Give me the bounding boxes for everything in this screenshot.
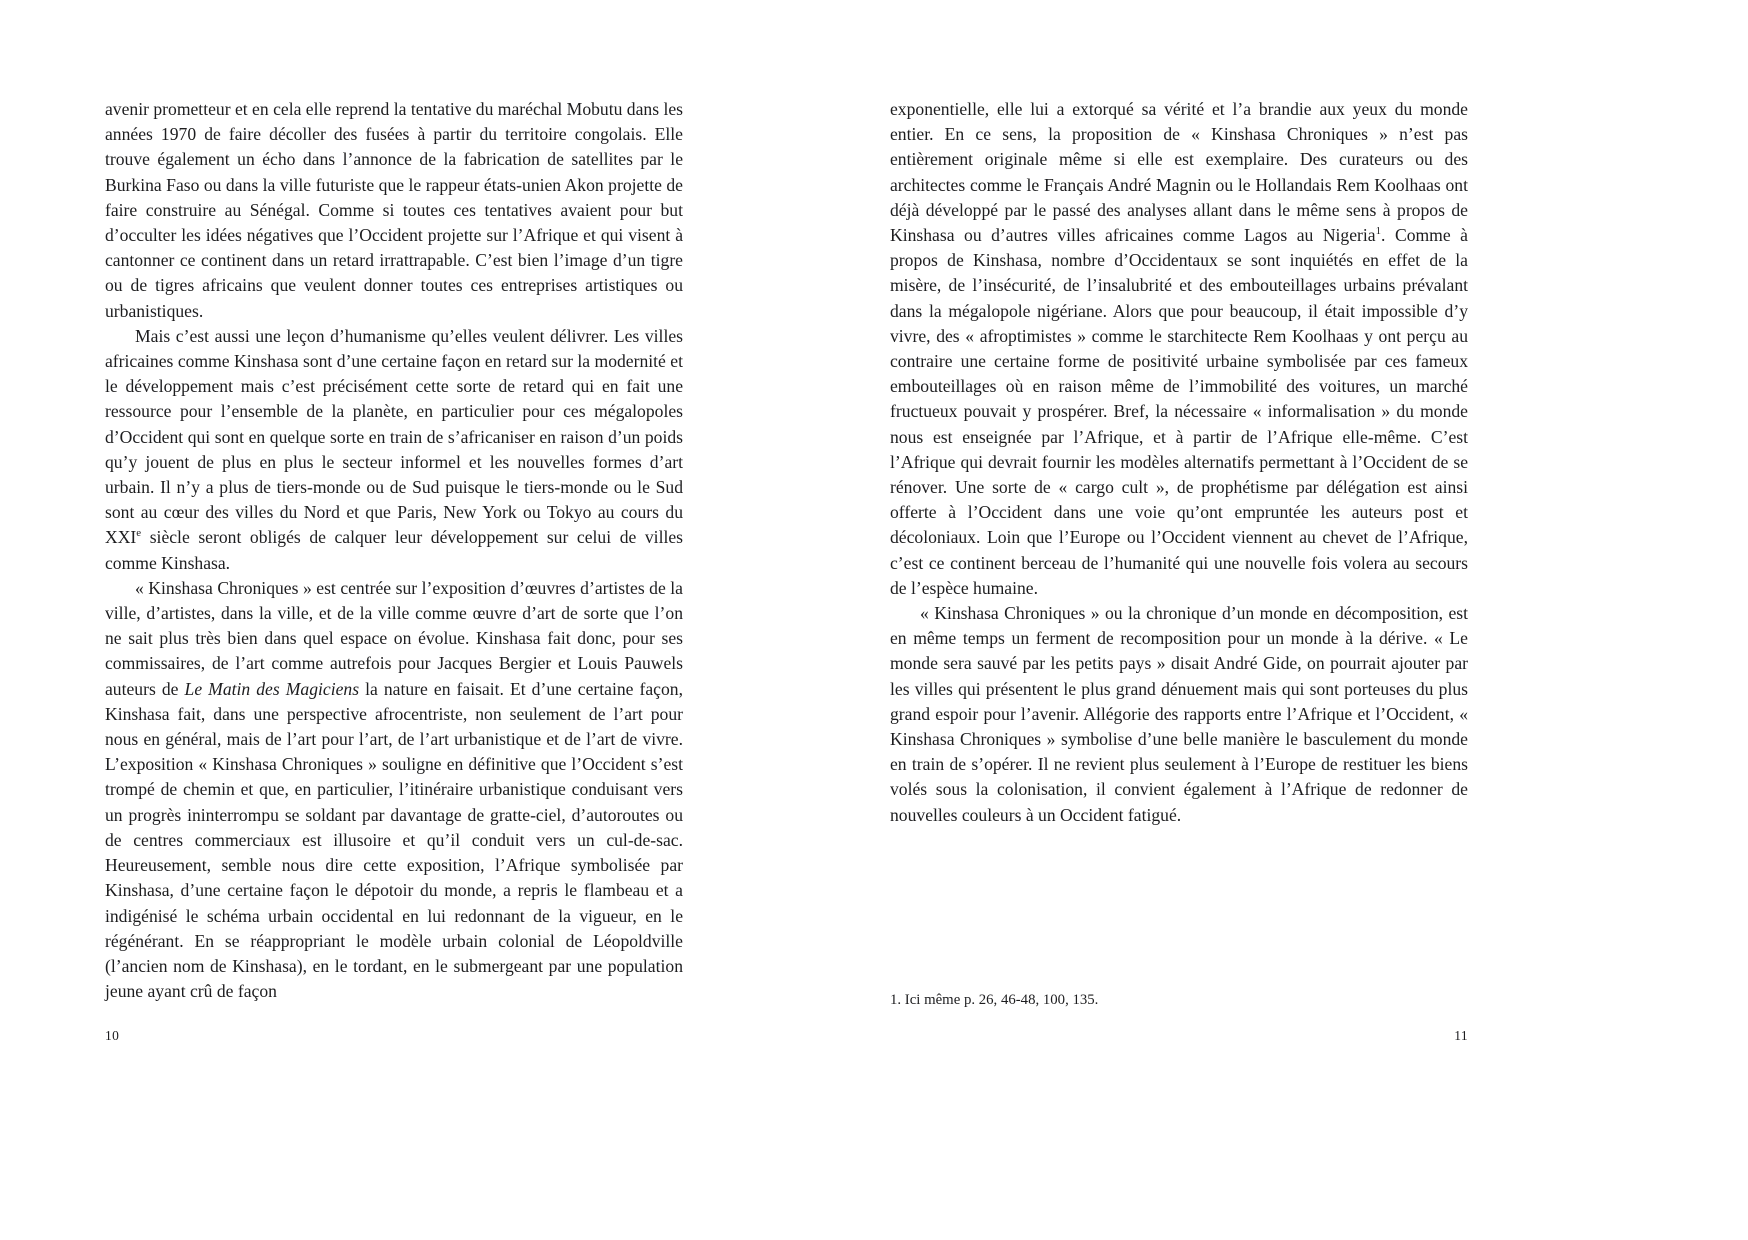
text-run: la nature en faisait. Et d’une certaine façon, Kinshasa fait, dans une perspective afrocentriste, non seulement de l’art pour nous en général, mais de l’art pour l’art, de l’art urbanistique et de l’art de vivre. L’exposition « Kinshasa Chroniques » souligne en définitive que l’Occident s’est trompé de chemin et que, en particulier, l’itinéraire urbanistique conduisant vers un progrès ininterrompu se soldant par davantage de gratte-ciel, d’autoroutes ou de centres commerciaux est illusoire et qu’il conduit vers un cul-de-sac. Heureusement, semble nous dire cette exposition, l’Afrique symbolisée par Kinshasa, d’une certaine façon le dépotoir du monde, a repris le flambeau et a indigénisé le schéma urbain occidental en lui redonnant de la vigueur, en le régénérant. En se réappropriant le modèle urbain colonial de Léopoldville (l’ancien nom de Kinshasa), en le tordant, en le submergeant par une population jeune ayant crû de façon (105, 678, 683, 1002)
text-run: « Kinshasa Chroniques » ou la chronique d’un monde en décomposition, est en même temps un ferment de recomposition pour un monde à la dérive. « Le monde sera sauvé par les petits pays » disait André Gide, on pourrait ajouter par les villes qui présentent le plus grand dénuement mais qui sont porteuses du plus grand espoir pour l’avenir. Allégorie des rapports entre l’Afrique et l’Occident, « Kinshasa Chroniques » symbolise d’une belle manière le basculement du monde en train de s’opérer. Il ne revient plus seulement à l’Europe de restituer les biens volés sous la colonisation, il convient également à l’Afrique de redonner de nouvelles couleurs à un Occident fatigué. (890, 603, 1468, 825)
footnote-reference: e (136, 527, 142, 540)
page-number-left: 10 (105, 1028, 120, 1043)
paragraph (105, 324, 683, 576)
paragraph (890, 601, 1468, 828)
page-right (890, 0, 1468, 1240)
page-left-body (105, 97, 683, 1004)
footnote-reference: 1 (1375, 225, 1382, 238)
text-run: Mais c’est aussi une leçon d’humanisme qu’elles veulent délivrer. Les villes africaines comme Kinshasa sont d’une certaine façon en retard sur la modernité et le développement mais c’est précisément cette sorte de retard qui en fait une ressource pour l’ensemble de la planète, en particulier pour ces mégalopoles d’Occident qui sont en quelque sorte en train de s’africaniser en raison d’un poids qu’y jouent de plus en plus le secteur informel et les nouvelles formes d’art urbain. Il n’y a plus de tiers-monde ou de Sud puisque le tiers-monde ou le Sud sont au cœur des villes du Nord et que Paris, New York ou Tokyo au cours du XXI (105, 325, 683, 548)
italic-text: Le Matin des Magiciens (184, 678, 360, 699)
paragraph (105, 576, 683, 1004)
paragraph (105, 97, 683, 324)
page-right-body (890, 97, 1468, 828)
text-run: siècle seront obligés de calquer leur développement sur celui de villes comme Kinshasa. (105, 527, 683, 573)
paragraph (890, 97, 1468, 601)
page-left (105, 0, 683, 1240)
text-run: . Comme à propos de Kinshasa, nombre d’Occidentaux se sont inquiétés en effet de la misère, de l’insécurité, de l’insalubrité et des embouteillages urbains prévalant dans la mégalopole nigériane. Alors que pour beaucoup, il était impossible d’y vivre, des « afroptimistes » comme le starchitecte Rem Koolhaas y ont perçu au contraire une certaine forme de positivité urbaine symbolisée par ces fameux embouteillages où en raison même de l’immobilité des voitures, un marché fructueux pouvait y prospérer. Bref, la nécessaire « informalisation » du monde nous est enseignée par l’Afrique, et à partir de l’Afrique elle-même. C’est l’Afrique qui devrait fournir les modèles alternatifs permettant à l’Occident de se rénover. Une sorte de « cargo cult », de prophétisme par délégation est ainsi offerte à l’Occident dans une voie qu’ont empruntée les auteurs post et décoloniaux. Loin que l’Europe ou l’Occident viennent au chevet de l’Afrique, c’est ce continent berceau de l’humanité qui une nouvelle fois volera au secours de l’espèce humaine. (890, 225, 1468, 598)
text-run: exponentielle, elle lui a extorqué sa vérité et l’a brandie aux yeux du monde entier. En ce sens, la proposition de « Kinshasa Chroniques » n’est pas entièrement originale même si elle est exemplaire. Des curateurs ou des architectes comme le Français André Magnin ou le Hollandais Rem Koolhaas ont déjà développé par le passé des analyses allant dans le même sens à propos de Kinshasa ou d’autres villes africaines comme Lagos au Nigeria (890, 99, 1468, 246)
page-number-right: 11 (1454, 1028, 1468, 1043)
footnote: 1. Ici même p. 26, 46-48, 100, 135. (890, 992, 1099, 1008)
text-run: avenir prometteur et en cela elle reprend la tentative du maréchal Mobutu dans les années 1970 de faire décoller des fusées à partir du territoire congolais. Elle trouve également un écho dans l’annonce de la fabrication de satellites par le Burkina Faso ou dans la ville futuriste que le rappeur états-unien Akon projette de faire construire au Sénégal. Comme si toutes ces tentatives avaient pour but d’occulter les idées négatives que l’Occident projette sur l’Afrique et qui visent à cantonner ce continent dans un retard irrattrapable. C’est bien l’image d’un tigre ou de tigres africains que veulent donner toutes ces entreprises artistiques ou urbanistiques. (105, 99, 683, 321)
text-run: « Kinshasa Chroniques » est centrée sur l’exposition d’œuvres d’artistes de la ville, d’artistes, dans la ville, et de la ville comme œuvre d’art de sorte que l’on ne sait plus très bien dans quel espace on évolue. Kinshasa fait donc, pour ses commissaires, de l’art comme autrefois pour Jacques Bergier et Louis Pauwels auteurs de (105, 577, 683, 699)
